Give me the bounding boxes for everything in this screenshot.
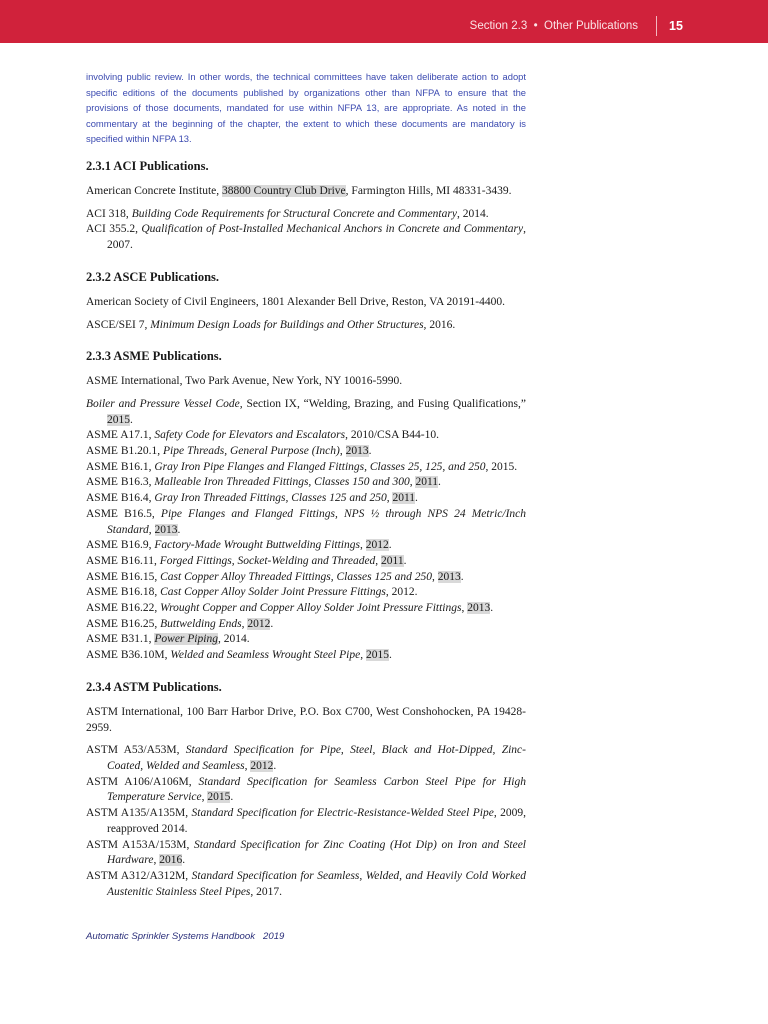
ref-item: ASME B1.20.1, Pipe Threads, General Purpose (Inch), 2013. [86, 445, 372, 458]
ref-title: Pipe Flanges and Flanged Fittings, NPS ½ through NPS 24 Metric/Inch Standard [107, 507, 526, 536]
ref-code: ASCE/SEI 7, [86, 318, 151, 331]
ref-code: ASME B16.25, [86, 617, 161, 630]
ref-code: ASTM A53/A53M, [86, 744, 186, 757]
astm-address: ASTM International, 100 Barr Harbor Drive, P.O. Box C700, West Conshohocken, PA 19428-2959. [86, 705, 526, 734]
ref-year: 2016 [159, 854, 183, 867]
header-divider [656, 16, 657, 36]
ref-code: ASTM A106/A106M, [86, 775, 199, 788]
ref-title: Minimum Design Loads for Buildings and Other Structures, [150, 318, 427, 331]
ref-title: Malleable Iron Threaded Fittings, Classes 150 and 300 [154, 476, 410, 489]
ref-title: Building Code Requirements for Structural Concrete and Commentary [131, 207, 457, 220]
ref-year: 2015 [107, 413, 130, 426]
ref-item: ASME B36.10M, Welded and Seamless Wrought Steel Pipe, 2015. [86, 649, 392, 662]
asme-refs [86, 397, 526, 664]
section-title: Other Publications [544, 20, 638, 32]
ref-code: ASME B16.9, [86, 539, 155, 552]
ref-title: Cast Copper Alloy Solder Joint Pressure Fittings [160, 586, 386, 599]
ref-year: 2012 [391, 586, 415, 599]
ref-title: Power Piping [154, 633, 218, 646]
aci-refs [86, 207, 526, 254]
commentary-text: involving public review. In other words, the technical committees have taken deliberate action to adopt specific editions of the documents published by organizations other than NFPA to ensure that the provisions of those documents, mandated for use within NFPA 13, are appropriate. As noted in the commentary at the beginning of the chapter, the extent to which these documents are mandatory is specified within NFPA 13. [86, 71, 526, 144]
ref-code: ACI 318, [86, 207, 132, 220]
ref-item: ASME B16.18, Cast Copper Alloy Solder Joint Pressure Fittings, 2012. [86, 586, 418, 599]
footer-book-title: Automatic Sprinkler Systems Handbook [86, 931, 256, 942]
ref-title: Standard Specification for Seamless Carbon Steel Pipe for High Temperature Service [107, 775, 526, 804]
ref-code: ASME B31.1, [86, 633, 155, 646]
astm-heading: 2.3.4 ASTM Publications. [86, 679, 222, 694]
ref-item: ASME B31.1, Power Piping, 2014. [86, 633, 250, 646]
ref-title: Gray Iron Threaded Fittings, Classes 125 and 250 [154, 492, 387, 505]
ref-year: 2014 [462, 207, 486, 220]
ref-year: 2012 [247, 617, 271, 630]
running-head [470, 20, 638, 32]
ref-year: 2017 [256, 885, 280, 898]
ref-code: ASME B16.18, [86, 586, 161, 599]
ref-item: ASME B16.15, Cast Copper Alloy Threaded Fittings, Classes 125 and 250, 2013. [86, 570, 464, 583]
ref-code: ASME B16.15, [86, 570, 161, 583]
ref-code: ASTM A135/A135M, [86, 807, 192, 820]
ref-year: 2011 [381, 554, 404, 567]
ref-code: ASTM A153A/153M, [86, 838, 195, 851]
ref-code: ACI 355.2, [86, 223, 142, 236]
aci-heading: 2.3.1 ACI Publications. [86, 159, 209, 173]
ref-code: ASME B16.3, [86, 476, 155, 489]
ref-item: ACI 355.2, Qualification of Post-Installed Mechanical Anchors in Concrete and Commentary, 2007. [86, 223, 527, 252]
ref-year: 2016 [429, 318, 453, 331]
ref-item: ACI 318, Building Code Requirements for Structural Concrete and Commentary, 2014. [86, 207, 489, 220]
ref-code: ASME B16.11, [86, 554, 160, 567]
astm-refs [86, 743, 526, 900]
ref-item: ASME B16.3, Malleable Iron Threaded Fittings, Classes 150 and 300, 2011. [86, 476, 441, 489]
ref-title: Qualification of Post-Installed Mechanical Anchors in Concrete and Commentary [141, 223, 524, 236]
ref-title: Standard Specification for Zinc Coating (Hot Dip) on Iron and Steel Hardware [107, 838, 526, 867]
page-footer [86, 931, 284, 942]
ref-title: Boiler and Pressure Vessel Code, [86, 397, 243, 410]
ref-year: 2009, reapproved 2014 [107, 807, 526, 835]
ref-year: 2013 [154, 523, 178, 536]
footer-year: 2019 [263, 931, 285, 942]
ref-item: ASME B16.5, Pipe Flanges and Flanged Fittings, NPS ½ through NPS 24 Metric/Inch Standard, 2013. [86, 507, 526, 536]
ref-year: 2012 [365, 539, 389, 552]
ref-year: 2010/CSA B44-10 [350, 429, 437, 442]
ref-title: Buttwelding Ends [160, 617, 242, 630]
ref-title: Safety Code for Elevators and Escalators [154, 429, 346, 442]
asme-heading: 2.3.3 ASME Publications. [86, 349, 222, 364]
aci-address-highlight: 38800 Country Club Drive [222, 185, 346, 197]
ref-item: ASTM A312/A312M, Standard Specification for Seamless, Welded, and Heavily Cold Worked Austenitic Stainless Steel Pipes, 2017. [86, 869, 526, 898]
ref-title: Standard Specification for Seamless, Welded, and Heavily Cold Worked Austenitic Stainless Steel Pipes [107, 869, 526, 898]
aci-address [86, 184, 526, 200]
ref-title: Standard Specification for Electric-Resistance-Welded Steel Pipe [191, 807, 494, 820]
asme-address: ASME International, Two Park Avenue, New York, NY 10016-5990. [86, 375, 403, 388]
ref-text: Section IX, “Welding, Brazing, and Fusing Qualifications,” [242, 397, 526, 410]
ref-item: ASME B16.25, Buttwelding Ends, 2012. [86, 617, 274, 630]
ref-code: ASME A17.1, [86, 429, 155, 442]
ref-title: Pipe Threads, General Purpose (Inch) [163, 445, 340, 458]
main-content [86, 158, 526, 900]
ref-item: ASME B16.11, Forged Fittings, Socket-Welding and Threaded, 2011. [86, 554, 407, 567]
ref-year: 2013 [437, 570, 461, 583]
ref-code: ASME B16.5, [86, 507, 161, 520]
ref-item: ASME B16.1, Gray Iron Pipe Flanges and Flanged Fittings, Classes 25, 125, and 250, 2015. [86, 460, 518, 473]
ref-year: 2011 [415, 476, 439, 489]
ref-item: ASTM A153A/153M, Standard Specification for Zinc Coating (Hot Dip) on Iron and Steel Hardware, 2016. [86, 838, 526, 867]
ref-code: ASME B1.20.1, [86, 445, 163, 458]
ref-item: ASME B16.22, Wrought Copper and Copper Alloy Solder Joint Pressure Fittings, 2013. [86, 602, 494, 615]
asce-heading: 2.3.2 ASCE Publications. [86, 269, 220, 284]
aci-address-post: , Farmington Hills, MI 48331-3439. [345, 185, 512, 197]
ref-year: 2015 [207, 791, 231, 804]
ref-title: Standard Specification for Pipe, Steel, Black and Hot-Dipped, Zinc-Coated, Welded and Seamless [107, 744, 526, 772]
ref-item: ASTM A106/A106M, Standard Specification for Seamless Carbon Steel Pipe for High Temperature Service, 2015. [86, 775, 526, 804]
bullet: • [533, 20, 538, 32]
ref-code: ASME B16.4, [86, 492, 155, 505]
ref-item: ASTM A135/A135M, Standard Specification for Electric-Resistance-Welded Steel Pipe, 2009, reapproved 2014. [86, 807, 526, 835]
ref-title: Cast Copper Alloy Threaded Fittings, Classes 125 and 250 [160, 570, 432, 583]
ref-year: 2015 [491, 460, 515, 473]
ref-year: 2012 [250, 759, 274, 772]
ref-item: ASME A17.1, Safety Code for Elevators and Escalators, 2010/CSA B44-10. [86, 429, 440, 442]
ref-year: 2011 [392, 492, 416, 505]
ref-item: Boiler and Pressure Vessel Code, Section IX, “Welding, Brazing, and Fusing Qualifications,” 2015. [86, 397, 526, 426]
section-number: Section 2.3 [469, 20, 528, 32]
ref-year: 2013 [345, 445, 369, 458]
ref-item: ASTM A53/A53M, Standard Specification for Pipe, Steel, Black and Hot-Dipped, Zinc-Coated, Welded and Seamless, 2012. [86, 744, 526, 772]
ref-code: ASME B16.22, [86, 602, 161, 615]
aci-address-pre: American Concrete Institute, [86, 185, 223, 197]
ref-year: 2007 [107, 239, 130, 252]
page-number: 15 [669, 19, 683, 33]
ref-title: Welded and Seamless Wrought Steel Pipe [170, 649, 361, 662]
ref-title: Gray Iron Pipe Flanges and Flanged Fittings, Classes 25, 125, and 250 [154, 460, 486, 473]
ref-item: ASCE/SEI 7, Minimum Design Loads for Buildings and Other Structures, 2016. [86, 318, 456, 331]
ref-item: ASME B16.9, Factory-Made Wrought Buttwelding Fittings, 2012. [86, 539, 392, 552]
asce-refs [86, 318, 526, 334]
ref-year: 2014 [223, 633, 247, 646]
ref-item: ASME B16.4, Gray Iron Threaded Fittings, Classes 125 and 250, 2011. [86, 492, 418, 505]
ref-title: Wrought Copper and Copper Alloy Solder Joint Pressure Fittings [160, 602, 462, 615]
asce-address: American Society of Civil Engineers, 1801 Alexander Bell Drive, Reston, VA 20191-4400. [86, 295, 505, 308]
ref-code: ASME B36.10M, [86, 649, 171, 662]
ref-code: ASTM A312/A312M, [86, 869, 192, 882]
ref-year: 2015 [365, 649, 389, 662]
ref-title: Factory-Made Wrought Buttwelding Fittings [154, 539, 360, 552]
page-header [0, 0, 768, 43]
ref-year: 2013 [467, 602, 491, 615]
ref-code: ASME B16.1, [86, 460, 155, 473]
ref-title: Forged Fittings, Socket-Welding and Threaded [159, 554, 376, 567]
